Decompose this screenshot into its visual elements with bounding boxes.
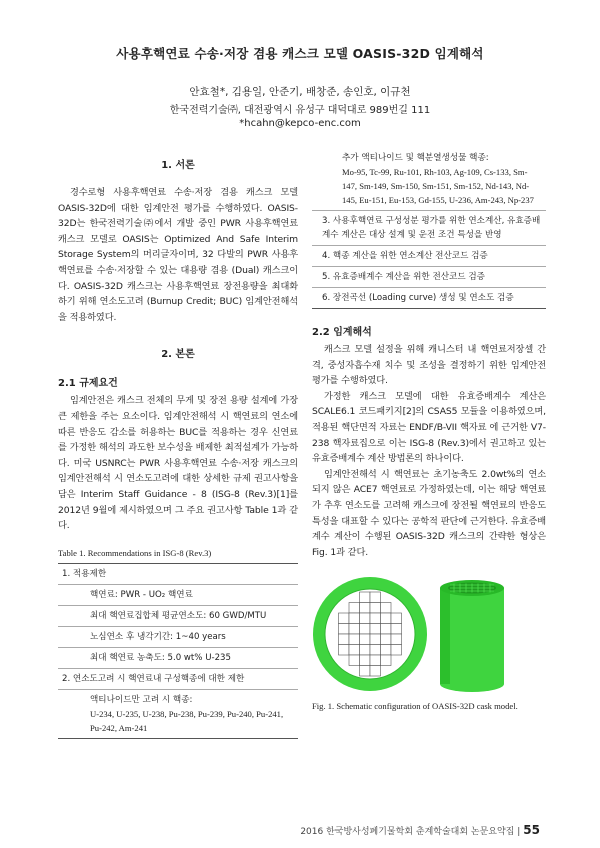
fuel-cell <box>370 603 381 614</box>
fuel-cell <box>370 645 381 656</box>
page-footer: 2016 한국방사성폐기물학회 춘계학술대회 논문요약집 | 55 <box>300 823 540 837</box>
affiliation: 한국전력기술㈜, 대전광역시 유성구 대덕대로 989번길 111 <box>169 105 431 116</box>
fuel-cell <box>391 613 402 624</box>
table-row: 추가 액티나이드 및 핵분열생성물 핵종: <box>342 153 489 163</box>
fuel-cell <box>381 624 392 635</box>
table-row: 최대 핵연료 농축도: 5.0 wt% U-235 <box>58 648 298 669</box>
fuel-cell <box>339 645 350 656</box>
fuel-cell <box>391 624 402 635</box>
cask-figure <box>312 572 546 697</box>
fuel-cell <box>360 666 371 677</box>
table-row: 4. 핵종 계산을 위한 연소계산 전산코드 검증 <box>312 246 546 267</box>
fuel-cell <box>349 624 360 635</box>
table-row: 5. 유효증배계수 계산을 위한 전산코드 검증 <box>312 267 546 288</box>
table-row: 2. 연소도고려 시 핵연료내 구성핵종에 대한 제한 <box>58 669 298 690</box>
left-column <box>58 148 298 739</box>
fuel-cell <box>349 603 360 614</box>
table-1 <box>58 563 298 739</box>
footer-text: 2016 한국방사성폐기물학회 춘계학술대회 논문요약집 <box>300 827 515 837</box>
regulation-paragraph: 임계안전은 캐스크 전체의 무게 및 장전 용량 설계에 가장 큰 제한을 주는 요소이다. 임계안전해석 시 핵연료의 연소에 따른 반응도 감소를 허용하는 BUC를 적용하는 경우 신연료를 가정한 해석의 과도한 보수성을 배제한 최적설계가 가능하다. 미국 USNRC는 PWR 사용후핵연료 수송·저장 캐스크의 임계안전해석 시 연소도고려에 대한 상세한 규제 권고사항을 담은 Interim Staff Guidance - 8 (ISG-8 (Rev.3)[1]를 2012년 9월에 제시하였으며 그 주요 권고사항 Table 1과 같다. <box>58 395 298 532</box>
table-1-continued <box>312 148 546 309</box>
table-row: 3. 사용후핵연료 구성성분 평가를 위한 연소계산, 유효증배계수 계산은 대상 설계 및 운전 조건 특성을 반영 <box>312 211 546 246</box>
fuel-cell <box>349 655 360 666</box>
fuel-cell <box>370 666 381 677</box>
fuel-cell <box>339 624 350 635</box>
page-number: 55 <box>523 823 540 837</box>
email: *hcahn@kepco-enc.com <box>239 118 361 129</box>
fuel-cell <box>381 613 392 624</box>
fuel-cell <box>349 645 360 656</box>
table-row: U-234, U-235, U-238, Pu-238, Pu-239, Pu-240, Pu-241, Pu-242, Am-241 <box>90 708 284 733</box>
analysis-paragraph-3: 임계안전해석 시 핵연료는 초기농축도 2.0wt%의 연소되지 않은 ACE7 핵연료로 가정하였는데, 이는 해당 핵연료가 추후 연소도를 고려해 캐스크에 장전될 핵연료의 반응도 특성을 대표할 수 있다는 공학적 판단에 근거한다. 유효증배계수 계산이 수행된 OASIS-32D 캐스크의 간략한 형상은 Fig. 1과 같다. <box>312 468 546 558</box>
table-row: 액티나이드만 고려 시 핵종: <box>90 694 193 705</box>
table-caption: Table 1. Recommendations in ISG-8 (Rev.3) <box>58 547 212 558</box>
fuel-cell <box>370 592 381 603</box>
section-heading-body: 2. 본론 <box>161 349 195 361</box>
author-list: 안효철*, 김용일, 안준기, 배창준, 송인호, 이규천 <box>189 86 411 98</box>
fuel-cell <box>391 634 402 645</box>
fuel-cell <box>360 624 371 635</box>
figure-caption: Fig. 1. Schematic configuration of OASIS-32D cask model. <box>312 701 518 712</box>
table-row: 1. 적용제한 <box>58 564 298 585</box>
table-row: 노심연소 후 냉각기간: 1~40 years <box>58 627 298 648</box>
table-row: 6. 장전곡선 (Loading curve) 생성 및 연소도 검증 <box>322 293 514 303</box>
fuel-cell <box>360 645 371 656</box>
fuel-cell <box>370 624 381 635</box>
fuel-cell <box>360 655 371 666</box>
subsection-heading-2-2: 2.2 임계해석 <box>312 327 372 338</box>
fuel-cell <box>381 645 392 656</box>
subsection-heading-2-1: 2.1 규제요건 <box>58 378 118 390</box>
fuel-cell <box>381 603 392 614</box>
fuel-cell <box>381 655 392 666</box>
fuel-cell <box>360 592 371 603</box>
fuel-cell <box>360 634 371 645</box>
fuel-cell <box>339 634 350 645</box>
analysis-paragraph-1: 캐스크 모델 설정을 위해 캐니스터 내 핵연료저장셀 간격, 중성자흡수재 치수 및 조성을 결정하기 위한 임계안전 평가를 수행하였다. <box>312 344 546 387</box>
fuel-cell <box>349 613 360 624</box>
cylinder-shade <box>440 588 450 684</box>
cask-schematic <box>312 572 546 697</box>
analysis-paragraph-2: 가정한 캐스크 모델에 대한 유효증배계수 계산은 SCALE6.1 코드패키지[2]의 CSAS5 모듈을 이용하였으며, 적용된 핵단면적 자료는 ENDF/B-VII 핵자료 에 근거한 V7-238 핵자료집으로 이는 ISG-8 (Rev.3)에서 권고하고 있는 유효증배계수 계산 방법론의 하나이다. <box>312 390 546 465</box>
fuel-cell <box>360 613 371 624</box>
right-column <box>312 148 546 711</box>
section-heading-intro: 1. 서론 <box>161 160 195 171</box>
fuel-cell <box>381 634 392 645</box>
top-basket-grid <box>450 584 494 593</box>
intro-paragraph: 경수로형 사용후핵연료 수송·저장 겸용 캐스크 모델 OASIS-32D에 대한 임계안전 평가를 수행하였다. OASIS-32D는 한국전력기술㈜에서 개발 중인 PWR 사용후핵연료 캐스크 모델로 OASIS는 Optimized And Safe Interim Storage System의 머리글자이며, 32 다발의 PWR 사용후핵연료를 수송·저장할 수 있는 대용량 겸용 (Dual) 캐스크이다. OASIS-32D 캐스크는 사용후핵연료 장전용량을 최대화하기 위해 연소도고려 (Burnup Credit; BUC) 임계안전해석을 적용하였다. <box>58 187 298 323</box>
fuel-cell <box>370 634 381 645</box>
fuel-cell <box>370 613 381 624</box>
fuel-cell <box>370 655 381 666</box>
fuel-cell <box>349 634 360 645</box>
fuel-cell <box>360 603 371 614</box>
paper-title: 사용후핵연료 수송·저장 겸용 캐스크 모델 OASIS-32D 임계해석 <box>116 46 484 61</box>
table-row: 최대 핵연료집합체 평균연소도: 60 GWD/MTU <box>58 606 298 627</box>
table-row: 핵연료: PWR - UO₂ 핵연료 <box>58 585 298 606</box>
table-row: Mo-95, Tc-99, Ru-101, Rh-103, Ag-109, Cs-133, Sm-147, Sm-149, Sm-150, Sm-151, Sm-152, Nd-143, Nd-145, Eu-151, Eu-153, Gd-155, U-236, Am-243, Np-237 <box>312 165 546 211</box>
fuel-cell <box>391 645 402 656</box>
fuel-cell <box>339 613 350 624</box>
